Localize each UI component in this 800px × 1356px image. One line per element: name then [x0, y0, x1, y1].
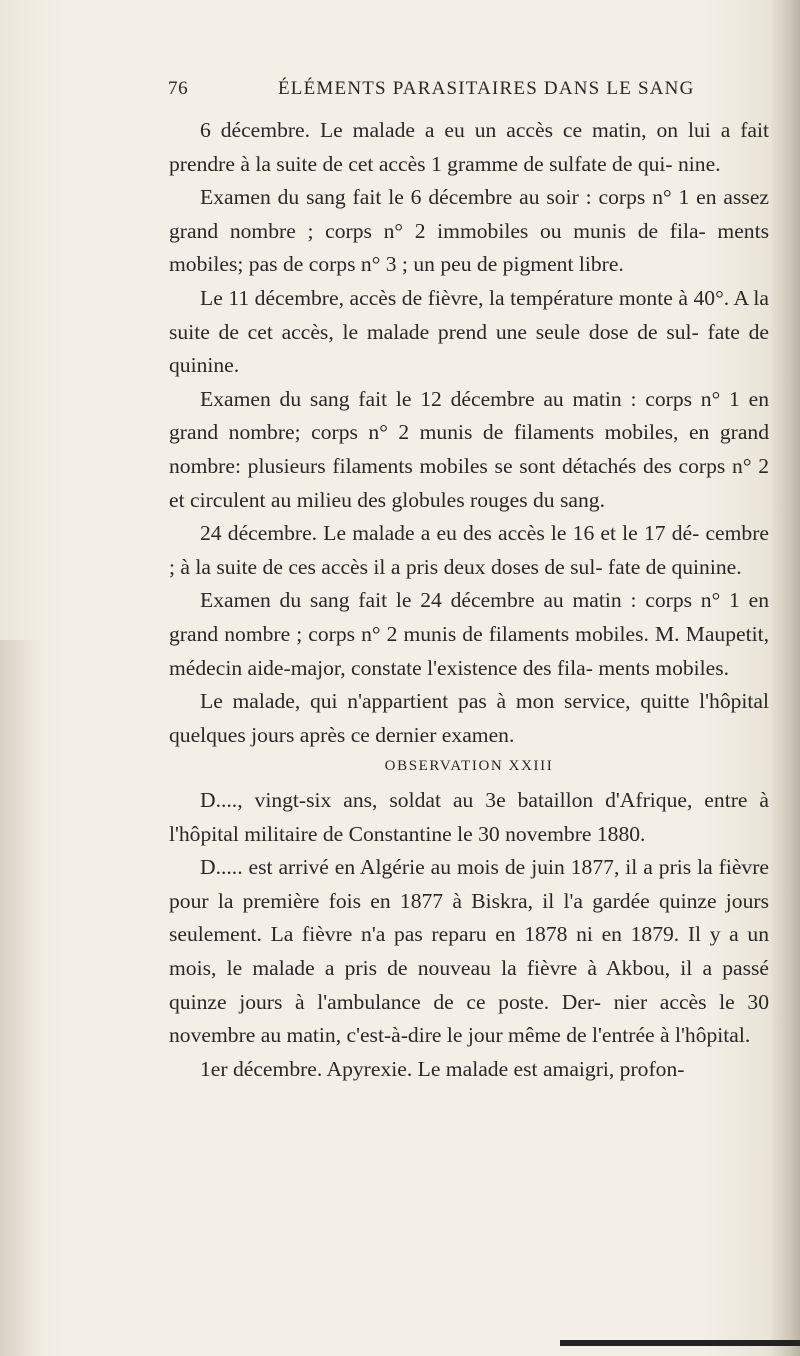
paragraph: Le malade, qui n'appartient pas à mon service, quitte l'hôpital quelques jours après ce dernier examen.: [169, 689, 769, 747]
paragraph: Examen du sang fait le 24 décembre au matin : corps n° 1 en grand nombre ; corps n° 2 munis de filaments mobiles. M. Maupetit, médecin aide-major, constate l'existence des fila- ments mobiles.: [169, 588, 769, 680]
running-header: [168, 78, 728, 106]
paragraph: 6 décembre. Le malade a eu un accès ce matin, on lui a fait prendre à la suite de cet accès 1 gramme de sulfate de qui- nine.: [169, 118, 769, 176]
paragraph: D..... est arrivé en Algérie au mois de juin 1877, il a pris la fièvre pour la première fois en 1877 à Biskra, il l'a gardée quinze jours seulement. La fièvre n'a pas reparu en 1878 ni en 1879. Il y a un mois, le malade a pris de nouveau la fièvre à Akbou, il a passé quinze jours à l'ambulance de ce poste. Der- nier accès le 30 novembre au matin, c'est-à-dire le jour même de l'entrée à l'hôpital.: [169, 855, 769, 1048]
observation-text: [169, 784, 769, 1086]
paragraph: D...., vingt-six ans, soldat au 3e bataillon d'Afrique, entre à l'hôpital militaire de Constantine le 30 novembre 1880.: [169, 788, 769, 846]
paragraph: Examen du sang fait le 6 décembre au soir : corps n° 1 en assez grand nombre ; corps n° 2 immobiles ou munis de fila- ments mobiles; pas de corps n° 3 ; un peu de pigment libre.: [169, 185, 769, 277]
paragraph: 24 décembre. Le malade a eu des accès le 16 et le 17 dé- cembre ; à la suite de ces accès il a pris deux doses de sul- fate de quinine.: [169, 521, 769, 579]
case-notes: [169, 114, 769, 752]
paragraph: 1er décembre. Apyrexie. Le malade est amaigri, profon-: [200, 1056, 685, 1081]
page-number: 76: [168, 78, 189, 99]
paragraph: Examen du sang fait le 12 décembre au matin : corps n° 1 en grand nombre; corps n° 2 munis de filaments mobiles, en grand nombre: plusieurs filaments mobiles se sont détachés des corps n° 2 et circulent au milieu des globules rouges du sang.: [169, 386, 769, 512]
section-heading: OBSERVATION XXIII: [384, 758, 554, 774]
page-margin-stain: [0, 640, 40, 1356]
bottom-edge-rule: [560, 1340, 800, 1346]
page-edge-shadow: [772, 0, 800, 1356]
paragraph: Le 11 décembre, accès de fièvre, la température monte à 40°. A la suite de cet accès, le malade prend une seule dose de sul- fate de quinine.: [169, 285, 769, 378]
running-title: ÉLÉMENTS PARASITAIRES DANS LE SANG: [278, 78, 695, 99]
